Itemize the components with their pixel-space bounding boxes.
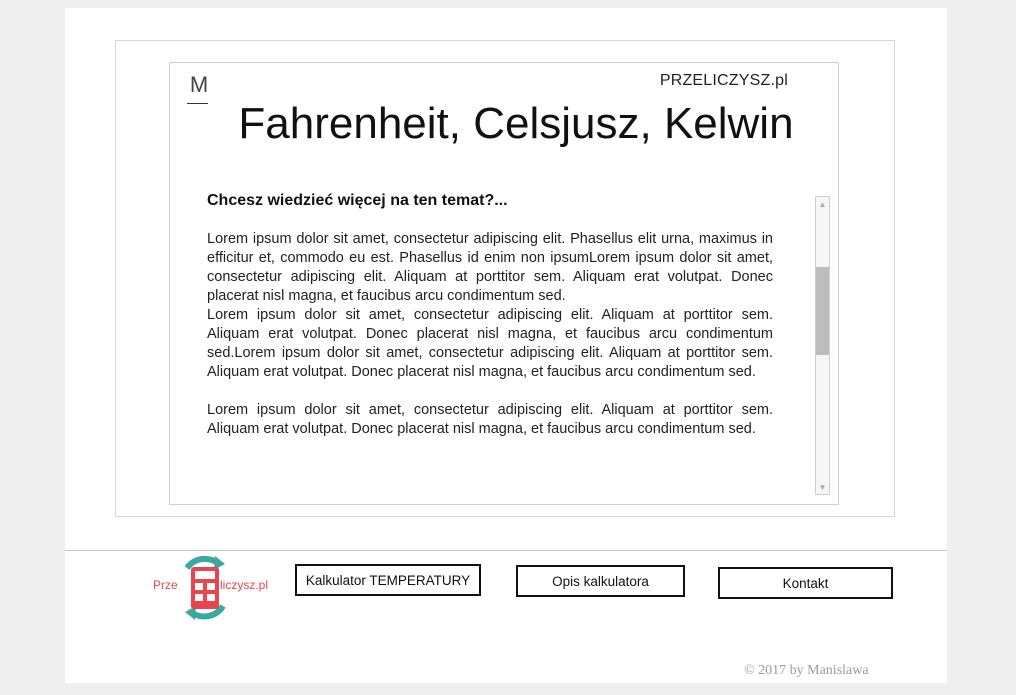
site-logo[interactable] [153, 554, 269, 620]
page-title: Fahrenheit, Celsjusz, Kelwin [238, 99, 794, 148]
article-paragraph: Lorem ipsum dolor sit amet, consectetur adipiscing elit. Phasellus elit urna, maximus in efficitur et, commodo eu est. Phasellus id enim non ipsumLorem ipsum dolor sit amet, consectetur adipiscing elit. Aliquam at porttitor sem. Aliquam erat volutpat. Donec placerat nisl magna, et faucibus arcu condimentum sed. [207, 231, 773, 304]
scroll-down-arrow-icon[interactable]: ▼ [818, 482, 827, 492]
logo-text-left: Prze [153, 578, 178, 592]
contact-button[interactable]: Kontakt [718, 567, 893, 599]
footer-divider [65, 550, 947, 551]
copyright-text: © 2017 by Manislawa [744, 663, 869, 678]
menu-toggle-icon[interactable]: M [189, 72, 209, 97]
content-card [169, 62, 839, 505]
logo-text-right: liczysz.pl [220, 578, 269, 592]
temperature-calculator-button[interactable]: Kalkulator TEMPERATURY [295, 564, 481, 596]
brand-name: PRZELICZYSZ.pl [659, 72, 788, 89]
article-paragraph: Lorem ipsum dolor sit amet, consectetur adipiscing elit. Aliquam at porttitor sem. Aliquam erat volutpat. Donec placerat nisl magna, et faucibus arcu condimentum sed. [207, 402, 773, 437]
article-paragraph: Lorem ipsum dolor sit amet, consectetur adipiscing elit. Aliquam at porttitor sem. Aliquam erat volutpat. Donec placerat nisl magna, et faucibus arcu condimentum sed.Lorem ipsum dolor sit amet, consectetur adipiscing elit. Aliquam at porttitor sem. Aliquam erat volutpat. Donec placerat nisl magna, et faucibus arcu condimentum sed. [207, 307, 773, 380]
calculator-description-button[interactable]: Opis kalkulatora [516, 565, 685, 597]
article-scroll-area[interactable] [207, 189, 773, 501]
scrollbar-thumb[interactable] [816, 267, 829, 355]
article-heading: Chcesz wiedzieć więcej na ten temat?... [207, 192, 508, 209]
scrollbar[interactable] [815, 196, 830, 495]
page-container [65, 8, 947, 683]
scroll-up-arrow-icon[interactable]: ▲ [818, 199, 827, 209]
